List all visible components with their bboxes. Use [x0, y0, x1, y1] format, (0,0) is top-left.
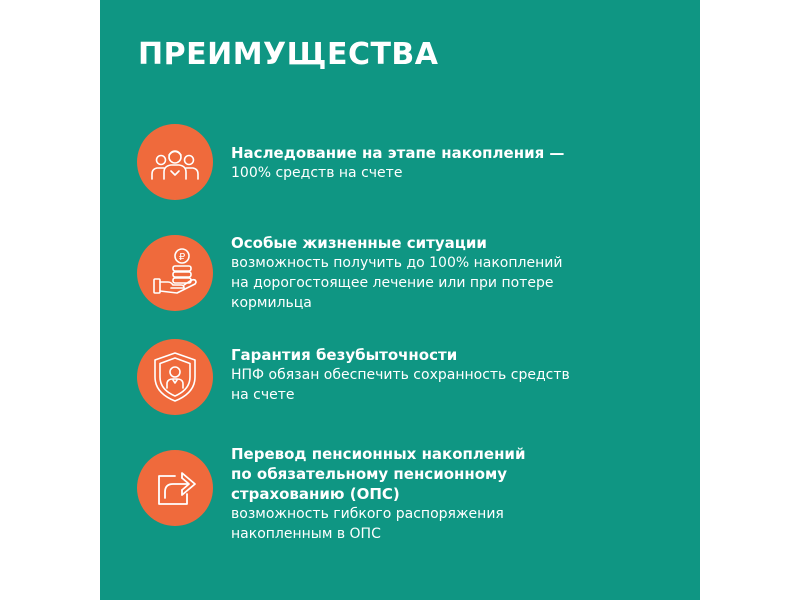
benefit-description: НПФ обязан обеспечить сохранность средств — [231, 367, 570, 383]
benefit-description: накопленным в ОПС — [231, 526, 381, 542]
benefit-heading: Особые жизненные ситуации — [231, 234, 487, 252]
benefit-icon-circle — [137, 235, 213, 311]
benefit-heading: Перевод пенсионных накоплений — [231, 445, 526, 463]
benefit-heading: страхованию (ОПС) — [231, 485, 400, 503]
benefit-icon-circle — [137, 339, 213, 415]
benefit-heading: Гарантия безубыточности — [231, 346, 458, 364]
benefit-heading: по обязательному пенсионному — [231, 465, 508, 483]
benefit-description: на дорогостоящее лечение или при потере — [231, 275, 554, 291]
benefit-text — [231, 444, 611, 544]
transfer-arrow-icon — [137, 450, 213, 526]
svg-text:₽: ₽ — [178, 252, 186, 263]
benefits-card — [100, 0, 700, 600]
benefit-description: на счете — [231, 387, 295, 403]
people-icon — [137, 124, 213, 200]
benefit-description: кормильца — [231, 295, 312, 311]
page-title: ПРЕИМУЩЕСТВА — [138, 37, 439, 72]
corner-decoration — [698, 0, 700, 170]
benefit-icon-circle — [137, 124, 213, 200]
benefit-heading: Наследование на этапе накопления — — [231, 144, 565, 162]
benefit-text — [231, 143, 611, 183]
benefit-text — [231, 233, 611, 313]
shield-person-icon — [137, 339, 213, 415]
benefit-description: 100% средств на счете — [231, 165, 403, 181]
benefit-text — [231, 345, 611, 405]
benefit-icon-circle — [137, 450, 213, 526]
benefit-description: возможность гибкого распоряжения — [231, 506, 504, 522]
coins-in-hand-icon — [137, 235, 213, 311]
benefit-description: возможность получить до 100% накоплений — [231, 255, 563, 271]
